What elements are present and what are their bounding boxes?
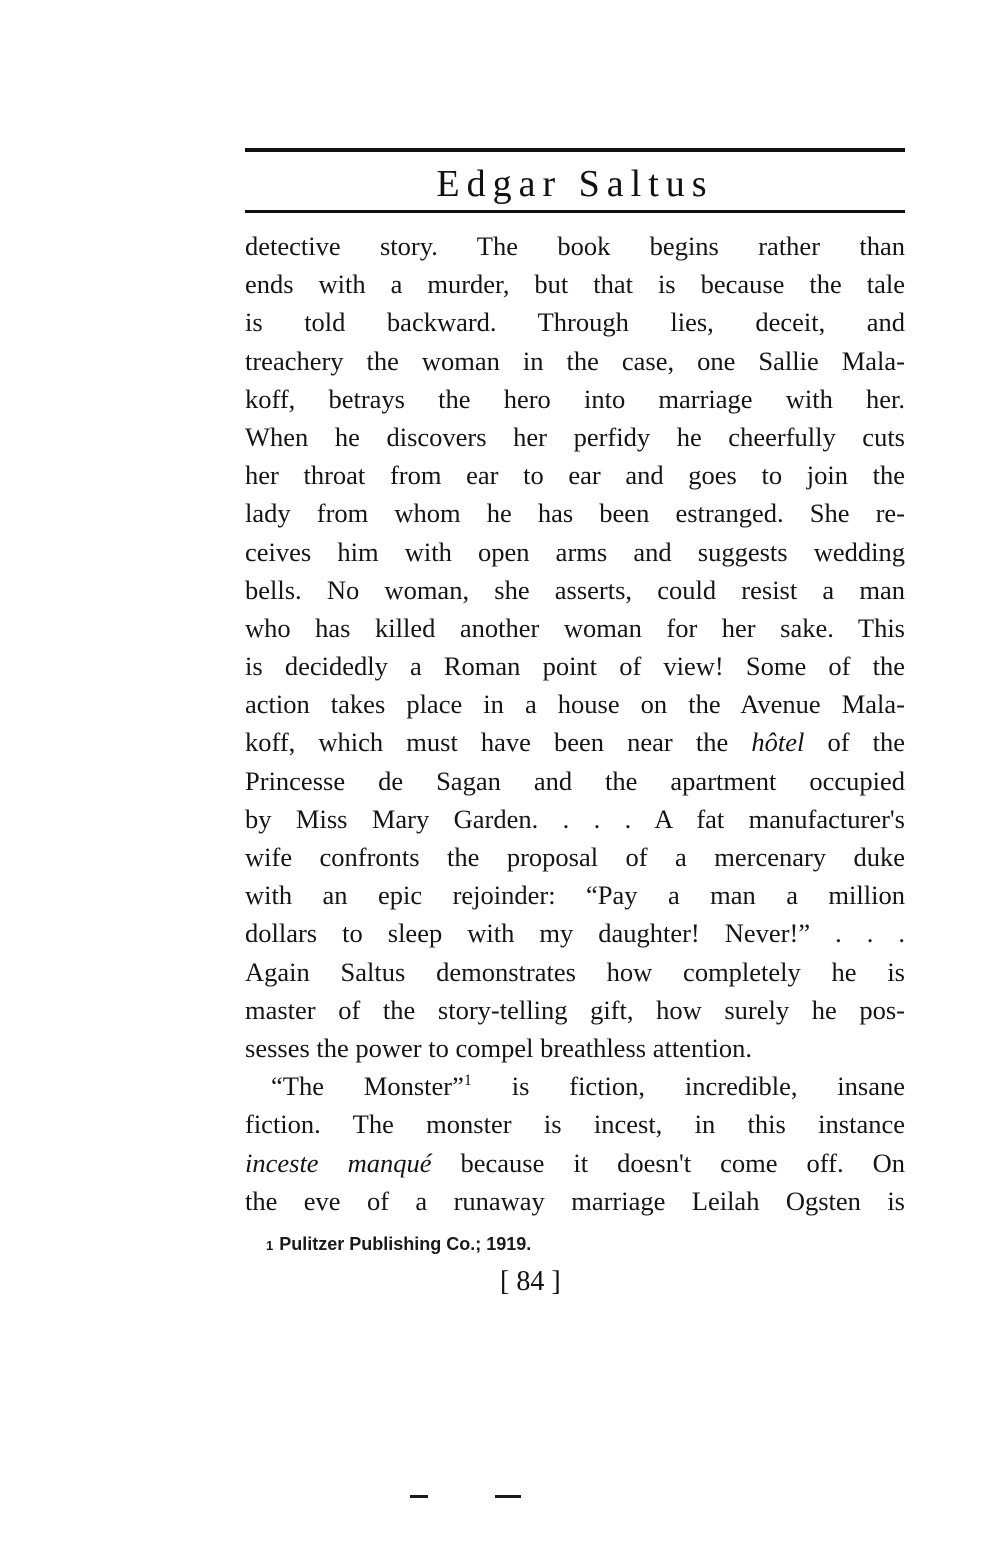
text-line: When he discovers her perfidy he cheerfully cuts: [245, 421, 905, 452]
running-head: Edgar Saltus: [436, 163, 714, 205]
text-line: with an epic rejoinder: “Pay a man a million: [245, 880, 905, 911]
quoted-title: “The Monster”: [271, 1071, 464, 1102]
text-line: dollars to sleep with my daughter! Never!” . . .: [245, 918, 905, 949]
text-line: treachery the woman in the case, one Sallie Mala-: [245, 345, 905, 376]
text-line: her throat from ear to ear and goes to join the: [245, 460, 905, 491]
text-line-inceste: [245, 1144, 905, 1182]
bottom-mark: [410, 1495, 428, 1498]
line-segment: because it doesn't come off. On: [431, 1147, 905, 1178]
text-line: ceives him with open arms and suggests wedding: [245, 536, 905, 567]
text-line: Princesse de Sagan and the apartment occupied: [245, 765, 905, 796]
text-line: is told backward. Through lies, deceit, and: [245, 307, 905, 338]
text-line: who has killed another woman for her sake. This: [245, 612, 905, 643]
line-segment: is fiction, incredible, insane: [471, 1071, 905, 1102]
page-number: [ 84 ]: [500, 1266, 561, 1297]
text-line: ends with a murder, but that is because the tale: [245, 269, 905, 300]
text-line: master of the story-telling gift, how surely he pos-: [245, 994, 905, 1025]
italic-hotel: hôtel: [751, 727, 805, 758]
text-line-hotel: [245, 723, 905, 761]
footnote-mark: 1: [266, 1238, 274, 1253]
footnote-reference: 1: [463, 1072, 472, 1090]
text-line-paragraph-end: sesses the power to compel breathless attention.: [245, 1032, 753, 1063]
text-line: detective story. The book begins rather than: [245, 231, 905, 261]
bottom-mark: [495, 1495, 521, 1498]
text-line: bells. No woman, she asserts, could resist a man: [245, 574, 905, 605]
text-line: fiction. The monster is incest, in this instance: [245, 1109, 905, 1140]
text-line: action takes place in a house on the Avenue Mala-: [245, 689, 905, 720]
text-line: by Miss Mary Garden. . . . A fat manufacturer's: [245, 803, 905, 834]
text-line: the eve of a runaway marriage Leilah Ogsten is: [245, 1185, 905, 1216]
text-line: wife confronts the proposal of a mercenary duke: [245, 842, 905, 872]
text-line: koff, betrays the hero into marriage with her.: [245, 383, 905, 414]
text-line: Again Saltus demonstrates how completely he is: [245, 956, 905, 987]
line-segment: of the: [804, 727, 905, 758]
body-text: [245, 227, 905, 1220]
text-line: lady from whom he has been estranged. She re-: [245, 498, 905, 529]
footnote-text: Pulitzer Publishing Co.; 1919.: [279, 1234, 532, 1254]
text-line-paragraph-start: [245, 1067, 905, 1105]
header-rule-bottom: [245, 210, 905, 213]
footnote: [266, 1230, 866, 1258]
line-segment: koff, which must have been near the: [245, 727, 752, 758]
text-line: is decidedly a Roman point of view! Some of the: [245, 651, 905, 682]
header-rule-top: [245, 148, 905, 152]
italic-inceste-manque: inceste manqué: [245, 1147, 432, 1178]
